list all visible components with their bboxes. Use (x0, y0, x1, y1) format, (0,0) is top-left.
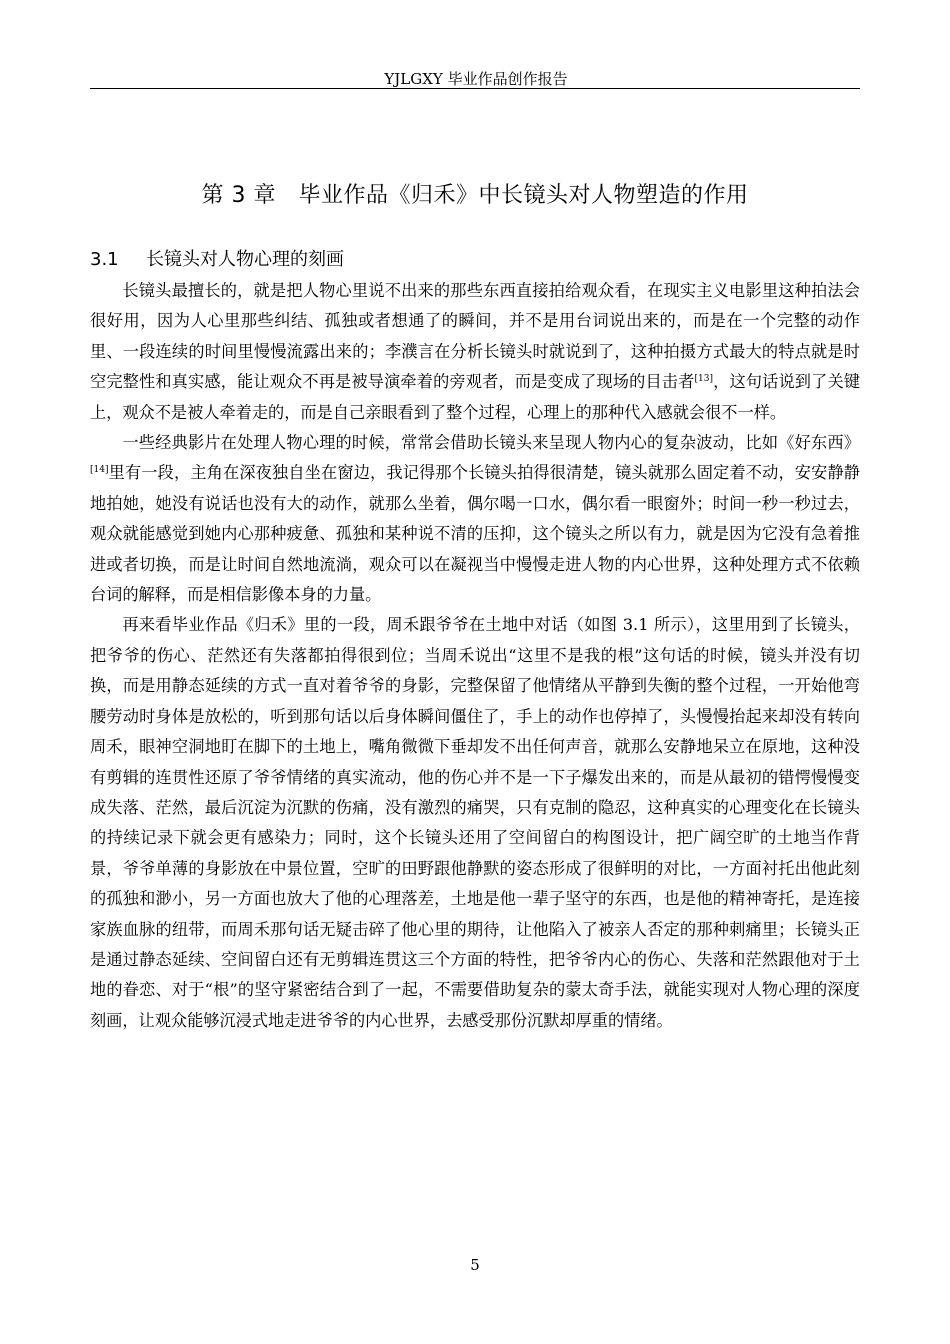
paragraph-1-text-cont: ，这句话说到了关键上，观众不是被人牵着走的，而是自己亲眼看到了整个过程，心理上的那种代入感就会很不一样。 (90, 372, 861, 422)
chapter-title: 第 3 章 毕业作品《归禾》中长镜头对人物塑造的作用 (201, 183, 749, 208)
paragraph-3 (90, 610, 860, 1036)
paragraph-2-text: 一些经典影片在处理人物心理的时候，常常会借助长镜头来呈现人物内心的复杂波动，比如《好东西》 (122, 433, 860, 453)
paragraph-3-text: 再来看毕业作品《归禾》里的一段，周禾跟爷爷在土地中对话（如图 3.1 所示），这里用到了长镜头，把爷爷的伤心、茫然还有失落都拍得很到位；当周禾说出“这里不是我的根”这句话的时候，镜头并没有切换，而是用静态延续的方式一直对着爷爷的身影，完整保留了他情绪从平静到失衡的整个过程，一开始他弯腰劳动时身体是放松的，听到那句话以后身体瞬间僵住了，手上的动作也停掉了，头慢慢抬起来却没有转向周禾，眼神空洞地盯在脚下的土地上，嘴角微微下垂却发不出任何声音，就那么安静地呆立在原地，这种没有剪辑的连贯性还原了爷爷情绪的真实流动，他的伤心并不是一下子爆发出来的，而是从最初的错愕慢慢变成失落、茫然，最后沉淀为沉默的伤痛，没有激烈的痛哭，只有克制的隐忍，这种真实的心理变化在长镜头的持续记录下就会更有感染力；同时，这个长镜头还用了空间留白的构图设计，把广阔空旷的土地当作背景，爷爷单薄的身影放在中景位置，空旷的田野跟他静默的姿态形成了很鲜明的对比，一方面衬托出他此刻的孤独和渺小，另一方面也放大了他的心理落差，土地是他一辈子坚守的东西，也是他的精神寄托，是连接家族血脉的纽带，而周禾那句话无疑击碎了他心里的期待，让他陷入了被亲人否定的那种刺痛里；长镜头正是通过静态延续、空间留白还有无剪辑连贯这三个方面的特性，把爷爷内心的伤心、失落和茫然跟他对于土地的眷恋、对于“根”的坚守紧密结合到了一起，不需要借助复杂的蒙太奇手法，就能实现对人物心理的深度刻画，让观众能够沉浸式地走进爷爷的内心世界，去感受那份沉默却厚重的情绪。 (90, 615, 860, 1030)
page-number: 5 (470, 1256, 480, 1274)
section-heading (90, 245, 344, 271)
paragraph-2-text-cont: 里有一段，主角在深夜独自坐在窗边，我记得那个长镜头拍得很清楚，镜头就那么固定着不动，安安静静地拍她，她没有说话也没有大的动作，就那么坐着，偶尔喝一口水，偶尔看一眼窗外；时间一秒一秒过去，观众就能感觉到她内心那种疲惫、孤独和某种说不清的压抑，这个镜头之所以有力，就是因为它没有急着推进或者切换，而是让时间自然地流淌，观众可以在凝视当中慢慢走进人物的内心世界，这种处理方式不依赖台词的解释，而是相信影像本身的力量。 (90, 463, 860, 605)
body-text (90, 276, 860, 1036)
paragraph-2 (90, 428, 860, 610)
paragraph-1-text: 长镜头最擅长的，就是把人物心里说不出来的那些东西直接拍给观众看，在现实主义电影里这种拍法会很好用，因为人心里那些纠结、孤独或者想通了的瞬间，并不是用台词说出来的，而是在一个完整的动作里、一段连续的时间里慢慢流露出来的；李濮言在分析长镜头时就说到了，这种拍摄方式最大的特点就是时空完整性和真实感，能让观众不再是被导演牵着的旁观者，而是变成了现场的目击者 (90, 281, 860, 392)
section-number: 3.1 (90, 249, 119, 270)
running-header: YJLGXY 毕业作品创作报告 (384, 70, 568, 88)
citation-13: [13] (694, 374, 713, 385)
header-rule (90, 88, 860, 89)
section-title: 长镜头对人物心理的刻画 (146, 249, 344, 270)
paragraph-1 (90, 276, 860, 428)
citation-14: [14] (90, 465, 109, 476)
